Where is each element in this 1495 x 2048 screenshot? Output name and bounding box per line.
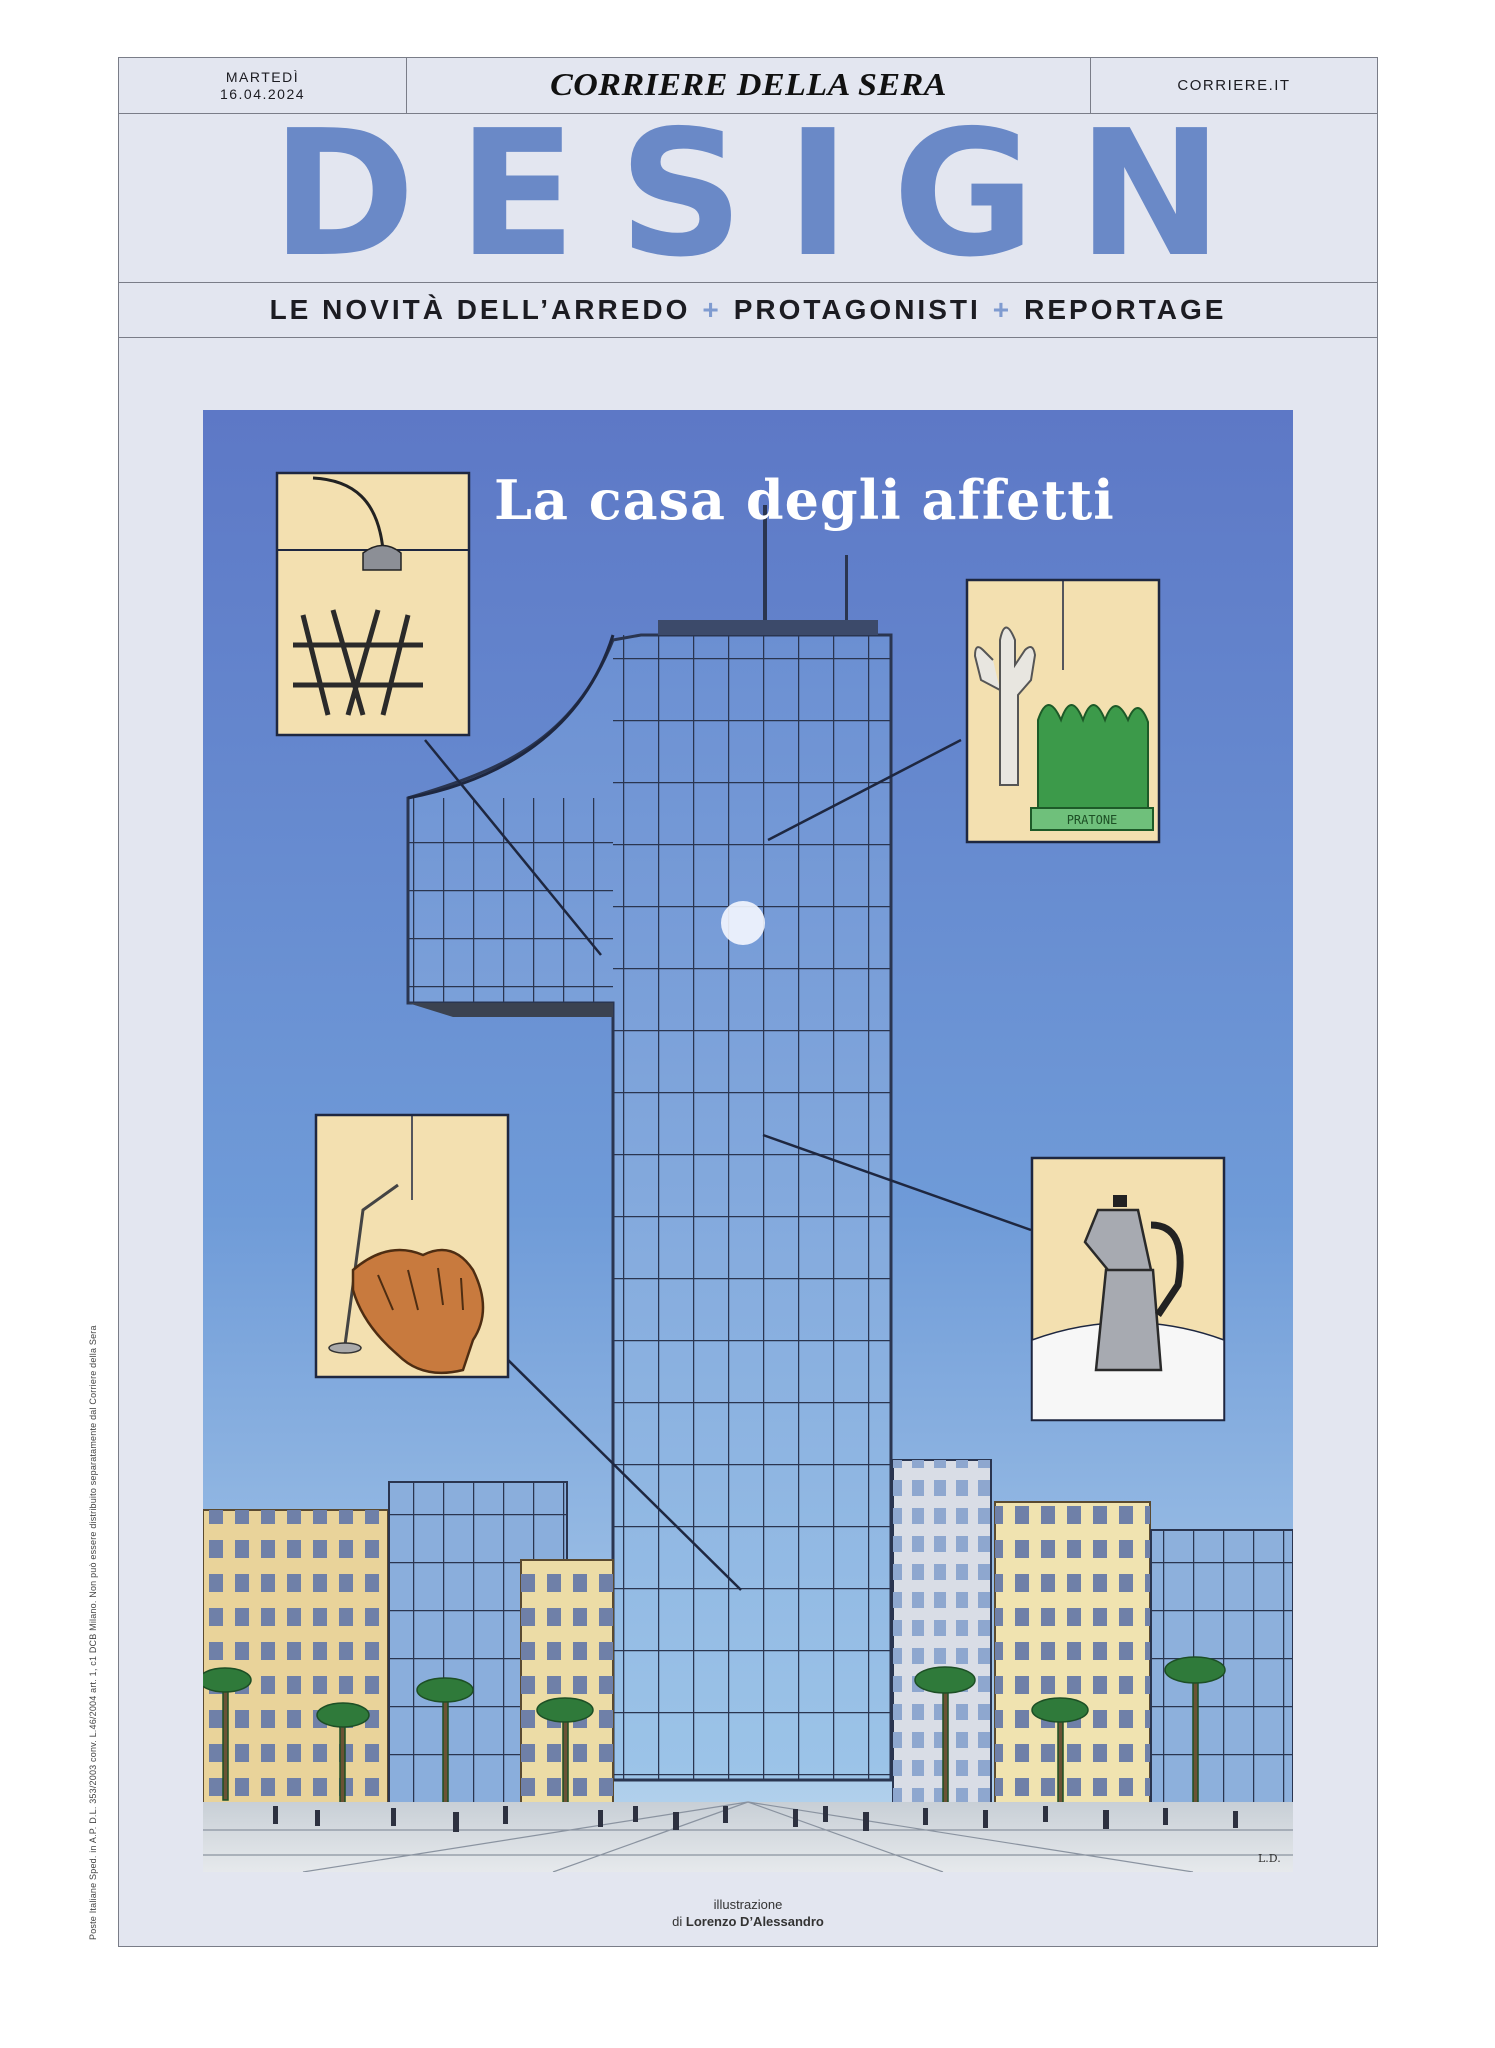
newspaper-name: CORRIERE DELLA SERA (550, 68, 947, 103)
grass-seat-icon (1038, 705, 1148, 810)
moka-panel (1032, 1158, 1224, 1420)
illustration-credit (119, 1896, 1377, 1930)
glove-chair-panel (316, 1115, 508, 1377)
plus-separator: + (702, 294, 722, 325)
credit-author: Lorenzo D’Alessandro (685, 1914, 824, 1929)
subheader-item-reportage: REPORTAGE (1024, 294, 1227, 325)
arc-lamp-panel (277, 473, 469, 735)
postal-note: Poste Italiane Sped. in A.P. D.L. 353/2003 conv. L.46/2004 art. 1, c1 DCB Milano. Non può essere distribuito separatamente dal Corriere della Sera (88, 1325, 98, 1940)
plaza (203, 1802, 1293, 1872)
credit-author-line (119, 1913, 1377, 1930)
issue-date-value: 16.04.2024 (219, 85, 306, 102)
planter-label: PRATONE (1066, 813, 1118, 827)
credit-by: di (672, 1914, 683, 1929)
subheader-item-news: LE NOVITÀ DELL’ARREDO (269, 294, 691, 325)
left-buildings (203, 1482, 613, 1810)
section-title: DESIGN (271, 93, 1265, 296)
cactus-panel (967, 580, 1159, 842)
issue-day: MARTEDÌ (225, 68, 300, 85)
plus-separator: + (992, 294, 1013, 325)
section-subheader (119, 283, 1377, 338)
credit-label: illustrazione (713, 1897, 783, 1912)
illustrator-signature: L.D. (1258, 1852, 1281, 1865)
subheader-item-protagonists: PROTAGONISTI (733, 294, 981, 325)
cover-headline: La casa degli affetti (494, 468, 1115, 532)
website-label: CORRIERE.IT (1177, 77, 1291, 94)
cover-page (118, 57, 1378, 1947)
cover-illustration (203, 410, 1293, 1872)
